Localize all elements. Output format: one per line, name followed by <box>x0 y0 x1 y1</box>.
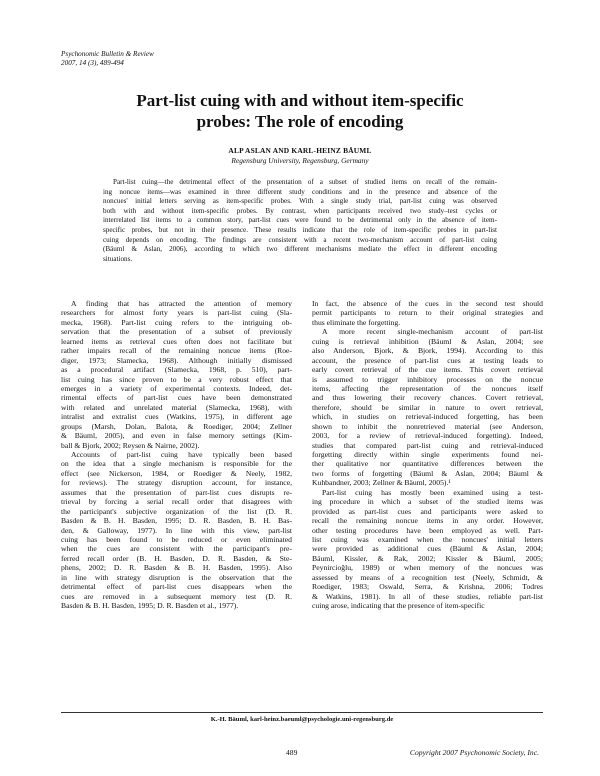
article-title <box>90 90 510 132</box>
text-line: learned items as retrieval cues often does not facilitate but <box>61 336 292 346</box>
text-line: with related and unrelated material (Slamecka, 1968), with <box>61 402 292 412</box>
text-line: trieval by forcing a serial recall order that disagrees with <box>61 497 292 507</box>
text-line: A more recent single-mechanism account of part-list <box>322 327 543 337</box>
text-line: two forms of forgetting (Bäuml & Aslan, 2004; Bäuml & <box>312 468 543 478</box>
text-line: rather impairs recall of the remaining noncue items (Roe- <box>61 346 292 356</box>
text-line: Bäuml, Kissler, & Rak, 2002; Kissler & Bäuml, 2005; <box>312 553 543 563</box>
text-line: A finding that has attracted the attention of memory <box>71 299 292 308</box>
text-line: effect (see Nickerson, 1984, or Roediger & Neely, 1982, <box>61 468 292 478</box>
abstract-line: interrelated list items to a common story, part-list cues were found to be detrimental only in the absence of item- <box>103 216 497 225</box>
text-line: therefore, should be similar in nature to overt retrieval, <box>312 402 543 412</box>
text-line: cuing arose, indicating that the presence of item-specific <box>312 601 485 610</box>
abstract-line: Part-list cuing—the detrimental effect of the presentation of a subset of studied items on recall of the remain- <box>113 178 497 186</box>
right-column <box>312 299 543 610</box>
text-line: which, in studies on retrieval-induced forgetting, has been <box>312 412 543 422</box>
text-line: assessed by means of a recognition test (Neely, Schmidt, & <box>312 572 543 582</box>
text-line: cues are removed in a subsequent memory test (D. R. <box>61 591 292 601</box>
text-line: mecka, 1968). Part-list cuing refers to the intriguing ob- <box>61 317 292 327</box>
journal-name: Psychonomic Bulletin & Review <box>61 50 154 58</box>
text-line: groups (Marsh, Dolan, Balota, & Roediger, 2004; Zellner <box>61 421 292 431</box>
abstract <box>103 178 497 264</box>
text-line: thus eliminate the forgetting. <box>312 317 401 327</box>
text-line: ing procedure in which a subset of the studied items was <box>312 497 543 507</box>
text-line: In fact, the absence of the cues in the second test should <box>312 299 543 308</box>
text-line: and thus lowering their recovery chances. Covert retrieval, <box>312 393 543 403</box>
text-line: researchers for almost forty years is part-list cuing (Sla- <box>61 308 292 318</box>
text-line: forgetting directly within single experiments found nei- <box>312 450 543 459</box>
abstract-line: both with and without item-specific probes. By contrast, when participants received two study–test cycles or <box>103 206 497 215</box>
authors: ALP ASLAN AND KARL-HEINZ BÄUML <box>228 146 372 155</box>
text-line: also Anderson, Bjork, & Bjork, 1994). According to this <box>312 346 543 356</box>
abstract-line: specific probes, but not in their presence. These results indicate that the role of item-specific probes in part-list <box>103 225 497 234</box>
text-line: ther qualitative nor quantitative differences between the <box>312 459 543 469</box>
text-line: permit participants to return to their original strategies and <box>312 308 543 318</box>
text-line: Accounts of part-list cuing have typically been based <box>71 450 292 459</box>
text-line: Kuhbandner, 2003; Zellner & Bäuml, 2005).¹ <box>312 478 451 488</box>
text-line: cuing has been found to be reduced or even eliminated <box>61 534 292 544</box>
copyright: Copyright 2007 Psychonomic Society, Inc. <box>409 748 539 757</box>
text-line: ball & Bjork, 2002; Reysen & Nairne, 2002). <box>61 440 200 450</box>
text-line: is assumed to trigger inhibitory processes on the noncue <box>312 374 543 384</box>
text-line: on the idea that a single mechanism is responsible for the <box>61 459 292 469</box>
text-line: shown to inhibit the nonretrieved material (see Anderson, <box>312 421 543 431</box>
text-line: in line with strategy disruption is the observation that the <box>61 572 292 582</box>
correspondence: K.-H. Bäuml, karl-heinz.baeuml@psychologie.uni-regensburg.de <box>210 716 394 723</box>
journal-header <box>61 50 154 68</box>
text-line: early covert retrieval of the cue items. This covert retrieval <box>312 365 543 375</box>
text-line: Part-list cuing has mostly been examined using a test- <box>322 487 543 497</box>
text-line: cuing is retrieval inhibition (Bäuml & Aslan, 2004; see <box>312 336 543 346</box>
text-line: Peynircioğlu, 1989) or when memory of the noncues was <box>312 563 543 573</box>
text-line: assumes that the presentation of part-list cues disrupts re- <box>61 487 292 497</box>
text-line: were provided as additional cues (Bäuml & Aslan, 2004; <box>312 544 543 554</box>
text-line: list cuing has since proven to be a very robust effect that <box>61 374 292 384</box>
text-line: account, the presence of part-list cues at testing leads to <box>312 355 543 365</box>
text-line: detrimental effect of part-list cues disappears when the <box>61 582 292 592</box>
abstract-line: situations. <box>103 254 133 263</box>
abstract-line: ing noncue items—was examined in three different study conditions and in the presence and absence of the <box>103 187 497 196</box>
text-line: diger, 1973; Slamecka, 1968). Although initially dismissed <box>61 355 292 365</box>
journal-citation: 2007, 14 (3), 489-494 <box>61 59 124 67</box>
text-line: when the cues are consistent with the participant's pre- <box>61 544 292 554</box>
text-line: rimental effects of part-list cues have been demonstrated <box>61 393 292 403</box>
text-line: & Watkins, 1981). In all of these studies, reliable part-list <box>312 591 543 601</box>
text-line: servation that the presentation of a subset of previously <box>61 327 292 337</box>
text-line: for reviews). The strategy disruption account, for instance, <box>61 478 292 488</box>
text-line: Roediger, 1983; Oswald, Serra, & Krishna, 2006; Todres <box>312 582 543 592</box>
affiliation: Regensburg University, Regensburg, Germany <box>231 156 369 165</box>
text-line: phens, 2002; D. R. Basden & B. H. Basden, 1995). Also <box>61 563 292 573</box>
text-line: intralist and extralist cues (Watkins, 1975), in different age <box>61 412 292 422</box>
text-line: emerges in a variety of experimental contexts. Indeed, det- <box>61 383 292 393</box>
text-line: den, & Galloway, 1977). In line with this view, part-list <box>61 525 292 535</box>
text-line: Basden & B. H. Basden, 1995; D. R. Basden et al., 1977). <box>61 601 239 610</box>
text-line: & Bäuml, 2005), and even in false memory settings (Kim- <box>61 431 292 441</box>
text-line: list cuing was examined when the noncues' initial letters <box>312 534 543 544</box>
text-line: studies that compared part-list cuing and retrieval-induced <box>312 440 543 450</box>
text-line: other testing procedures have been employed as well. Part- <box>312 525 543 535</box>
left-column <box>61 299 292 610</box>
title-line: Part-list cuing with and without item-specific <box>136 91 464 110</box>
text-line: as a procedural artifact (Slamecka, 1968, p. 510), part- <box>61 365 292 375</box>
text-line: items, affecting the representation of the noncues itself <box>312 383 543 393</box>
abstract-line: noncues' initial letters serving as item-specific probes. With a single study trial, part-list cuing was observed <box>103 197 497 206</box>
text-line: provided as part-list cues and participants were asked to <box>312 506 543 516</box>
page-number: 489 <box>286 748 298 757</box>
text-line: the participant's subjective organization of the list (D. R. <box>61 506 292 516</box>
text-line: recall the remaining noncue items in any order. However, <box>312 516 543 526</box>
text-line: Basden & B. H. Basden, 1995; D. R. Basden, B. H. Bas- <box>61 516 292 526</box>
abstract-line: (Bäuml & Aslan, 2006), according to which two different mechanisms mediate the effect in different encoding <box>103 245 497 254</box>
footnote-rule <box>61 712 543 713</box>
text-line: 2003, for a review of retrieval-induced forgetting). Indeed, <box>312 431 543 441</box>
text-line: ferred recall order (B. H. Basden, D. R. Basden, & Ste- <box>61 553 292 563</box>
title-line: probes: The role of encoding <box>196 112 404 131</box>
abstract-line: cuing depends on encoding. The findings are consistent with a recent two-mechanism account of part-list cuing <box>103 235 497 244</box>
